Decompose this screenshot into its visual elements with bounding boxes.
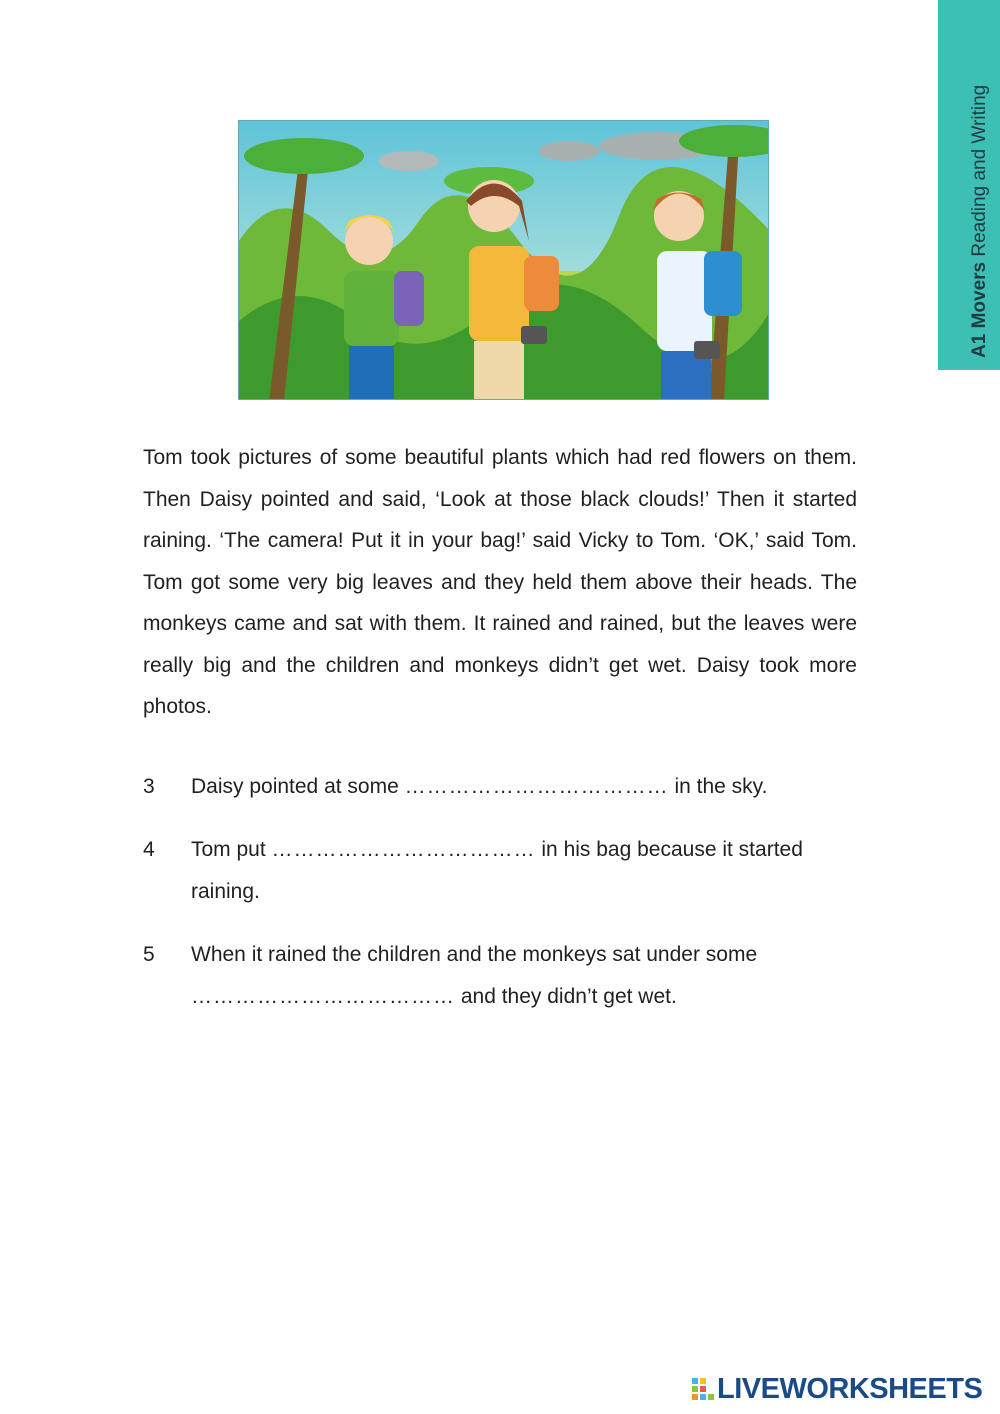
answer-blank[interactable]: ……………………………… (404, 775, 669, 798)
level-label: A1 Movers (969, 261, 990, 358)
logo-text: LIVEWORKSHEETS (717, 1372, 983, 1405)
question-3 (143, 766, 857, 808)
side-tab (938, 0, 1000, 370)
question-number: 4 (143, 838, 155, 861)
question-text-after: in his bag because it started raining. (191, 838, 803, 903)
side-tab-label (969, 85, 991, 358)
story-passage: Tom took pictures of some beautiful plants which had red flowers on them. Then Daisy pointed and said, ‘Look at those black clouds!’ Then it started raining. ‘The camera! Put it in your bag!’ said Vicky to Tom. ‘OK,’ said Tom. Tom got some very big leaves and they held them above their heads. The monkeys came and sat with them. It rained and rained, but the leaves were really big and the children and monkeys didn’t get wet. Daisy took more photos. (143, 446, 857, 718)
question-4 (143, 829, 857, 913)
section-label: Reading and Writing (969, 84, 990, 257)
question-text: Tom put (191, 838, 266, 861)
answer-blank[interactable]: ……………………………… (191, 985, 455, 1008)
answer-blank[interactable]: ……………………………… (271, 838, 536, 861)
question-number: 3 (143, 775, 155, 798)
question-text: Daisy pointed at some (191, 775, 399, 798)
question-text-after: and they didn’t get wet. (460, 985, 677, 1008)
question-text-after: in the sky. (674, 775, 768, 798)
question-number: 5 (143, 943, 155, 966)
question-text: When it rained the children and the monkeys sat under some (191, 943, 758, 966)
jungle-illustration (238, 120, 769, 400)
logo-grid-icon (692, 1378, 714, 1400)
liveworksheets-logo (692, 1374, 982, 1404)
question-5 (143, 934, 857, 1018)
